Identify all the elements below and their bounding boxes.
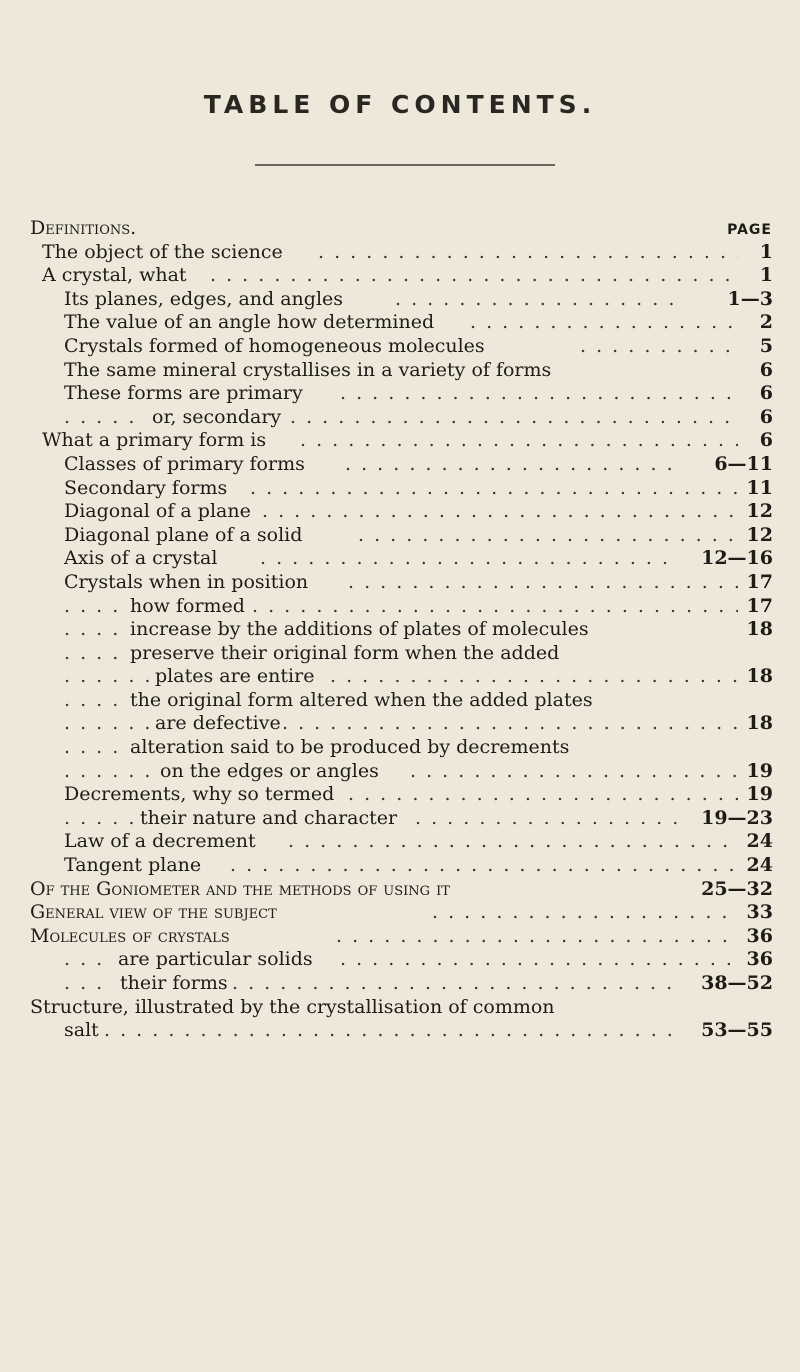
toc-row <box>0 854 800 878</box>
toc-entry-page: 1—3 <box>727 287 773 310</box>
toc-entry-page: 17 <box>746 594 773 617</box>
dot-leader <box>345 453 682 477</box>
dot-leader <box>290 406 738 430</box>
dot-leader <box>432 901 738 925</box>
toc-entry-page: 53—55 <box>701 1019 773 1042</box>
toc-entry-text: preserve their original form when the added <box>130 641 560 664</box>
toc-entry-text: or, secondary <box>152 405 282 428</box>
title-rule <box>255 164 555 166</box>
toc-entry-text: Diagonal plane of a solid <box>64 523 303 546</box>
toc-entry-text: alteration said to be produced by decrements <box>130 736 570 759</box>
toc-row <box>0 500 800 524</box>
toc-entry-page: 25—32 <box>701 877 773 900</box>
toc-entry-text: The value of an angle how determined <box>64 311 435 334</box>
toc-row <box>0 547 800 571</box>
toc-row <box>0 311 800 335</box>
toc-entry-page: 12 <box>746 500 773 523</box>
toc-entry-page: 19 <box>746 783 773 806</box>
dot-leader <box>348 783 738 807</box>
toc-entry-page: 18 <box>746 618 773 641</box>
toc-row <box>0 712 800 736</box>
toc-entry-text: What a primary form is <box>42 429 267 452</box>
dot-leader <box>415 807 680 831</box>
toc-entry-text: General view of the subject <box>30 901 277 924</box>
dot-leader <box>230 854 738 878</box>
toc-row <box>0 642 800 666</box>
dot-leader <box>104 1019 675 1043</box>
toc-entry-text: increase by the additions of plates of molecules <box>130 618 589 641</box>
toc-row <box>0 760 800 784</box>
dot-leader <box>300 429 738 453</box>
toc-row <box>0 925 800 949</box>
toc-row <box>0 264 800 288</box>
toc-entry-page: 24 <box>746 830 773 853</box>
toc-entry-text: Decrements, why so termed <box>64 783 335 806</box>
toc-row <box>0 288 800 312</box>
toc-row <box>0 217 800 241</box>
dot-leader <box>470 311 738 335</box>
dot-leader <box>64 689 124 713</box>
toc-row <box>0 665 800 689</box>
toc-row <box>0 382 800 406</box>
toc-row <box>0 948 800 972</box>
toc-row <box>0 429 800 453</box>
toc-entry-text: on the edges or angles <box>160 759 379 782</box>
dot-leader <box>262 500 738 524</box>
toc-row <box>0 830 800 854</box>
dot-leader <box>358 524 738 548</box>
toc-entry-text: how formed <box>130 594 245 617</box>
toc-row <box>0 901 800 925</box>
dot-leader <box>580 335 738 359</box>
toc-entry-page: 36 <box>746 948 773 971</box>
dot-leader <box>210 264 738 288</box>
toc-entry-page: 6 <box>759 429 773 452</box>
dot-leader <box>250 477 738 501</box>
toc-row <box>0 595 800 619</box>
toc-entry-text: Structure, illustrated by the crystallisation of common <box>30 995 555 1018</box>
dot-leader <box>252 595 738 619</box>
dot-leader <box>64 760 152 784</box>
toc-entry-text: the original form altered when the added plates <box>130 688 593 711</box>
toc-row <box>0 241 800 265</box>
toc-row <box>0 996 800 1020</box>
toc-entry-page: 18 <box>746 665 773 688</box>
page-column-label: PAGE <box>727 222 772 238</box>
toc-entry-page: 36 <box>746 924 773 947</box>
toc-row <box>0 618 800 642</box>
dot-leader <box>64 736 124 760</box>
dot-leader <box>410 760 738 784</box>
dot-leader <box>340 382 738 406</box>
toc-entry-text: Of the Goniometer and the methods of using it <box>30 877 450 900</box>
toc-entry-text: Crystals when in position <box>64 570 309 593</box>
toc-entry-text: A crystal, what <box>42 264 187 287</box>
toc-row <box>0 453 800 477</box>
dot-leader <box>260 547 675 571</box>
toc-entry-text: their forms <box>120 972 228 994</box>
toc-entry-page: 38—52 <box>701 972 773 994</box>
dot-leader <box>330 665 738 689</box>
toc-entry-text: Tangent plane <box>64 854 202 877</box>
toc-row <box>0 406 800 430</box>
toc-entry-page: 17 <box>746 570 773 593</box>
toc-entry-page: 5 <box>759 334 773 357</box>
toc-entry-text: Axis of a crystal <box>64 547 218 570</box>
toc-entry-page: 18 <box>746 712 773 735</box>
toc-entry-text: are particular solids <box>118 948 313 971</box>
toc-row <box>0 1019 800 1043</box>
toc-entry-page: 12—16 <box>701 547 773 570</box>
toc-entry-text: Law of a decrement <box>64 830 256 853</box>
toc-entry-text: The same mineral crystallises in a variety of forms <box>64 358 552 381</box>
toc-entry-page: 1 <box>759 240 773 263</box>
page-title: TABLE OF CONTENTS. <box>203 90 597 119</box>
toc-entry-text: Definitions. <box>30 217 137 239</box>
dot-leader <box>336 925 738 949</box>
toc-row <box>0 783 800 807</box>
toc-row <box>0 524 800 548</box>
dot-leader <box>318 241 738 265</box>
dot-leader <box>340 948 738 972</box>
toc-entry-text: their nature and character <box>140 806 398 829</box>
toc-entry-page: 24 <box>746 854 773 877</box>
toc-row <box>0 335 800 359</box>
dot-leader <box>64 618 124 642</box>
toc-entry-page: 2 <box>759 311 773 334</box>
toc-entry-page: 6 <box>759 358 773 381</box>
dot-leader <box>64 595 126 619</box>
toc-entry-page: 12 <box>746 523 773 546</box>
dot-leader <box>64 642 124 666</box>
toc-row <box>0 878 800 902</box>
toc-entry-page: 6 <box>759 405 773 428</box>
toc-entry-text: Secondary forms <box>64 476 228 499</box>
dot-leader <box>395 288 682 312</box>
toc-row <box>0 359 800 383</box>
toc-entry-page: 6—11 <box>714 452 773 475</box>
toc-entry-page: 1 <box>759 264 773 287</box>
dot-leader <box>348 571 738 595</box>
toc-row <box>0 477 800 501</box>
toc-entry-page: 11 <box>746 476 773 499</box>
dot-leader <box>64 807 134 831</box>
toc-row <box>0 571 800 595</box>
toc-entry-text: are defective <box>155 712 281 735</box>
dot-leader <box>64 665 149 689</box>
toc-row <box>0 972 800 996</box>
toc-entry-text: The object of the science <box>42 240 283 263</box>
dot-leader <box>64 948 112 972</box>
toc-row <box>0 736 800 760</box>
toc-entry-page: 33 <box>746 901 773 924</box>
toc-entry-page: 6 <box>759 382 773 405</box>
toc-row <box>0 689 800 713</box>
toc-entry-text: Its planes, edges, and angles <box>64 287 344 310</box>
dot-leader <box>288 830 738 854</box>
dot-leader <box>64 406 144 430</box>
dot-leader <box>282 712 738 736</box>
dot-leader <box>64 972 114 996</box>
toc-entry-text: Crystals formed of homogeneous molecules <box>64 334 485 357</box>
toc-entry-text: plates are entire <box>155 665 315 688</box>
toc-row <box>0 807 800 831</box>
dot-leader <box>232 972 675 996</box>
toc-entry-text: Molecules of crystals <box>30 924 230 947</box>
table-of-contents <box>0 217 800 1043</box>
toc-entry-text: Classes of primary forms <box>64 452 305 475</box>
dot-leader <box>64 712 149 736</box>
toc-entry-page: 19—23 <box>701 806 773 829</box>
toc-entry-text: These forms are primary <box>64 382 303 405</box>
toc-entry-page: 19 <box>746 759 773 782</box>
toc-entry-text: salt <box>64 1019 99 1042</box>
toc-entry-text: Diagonal of a plane <box>64 500 251 523</box>
